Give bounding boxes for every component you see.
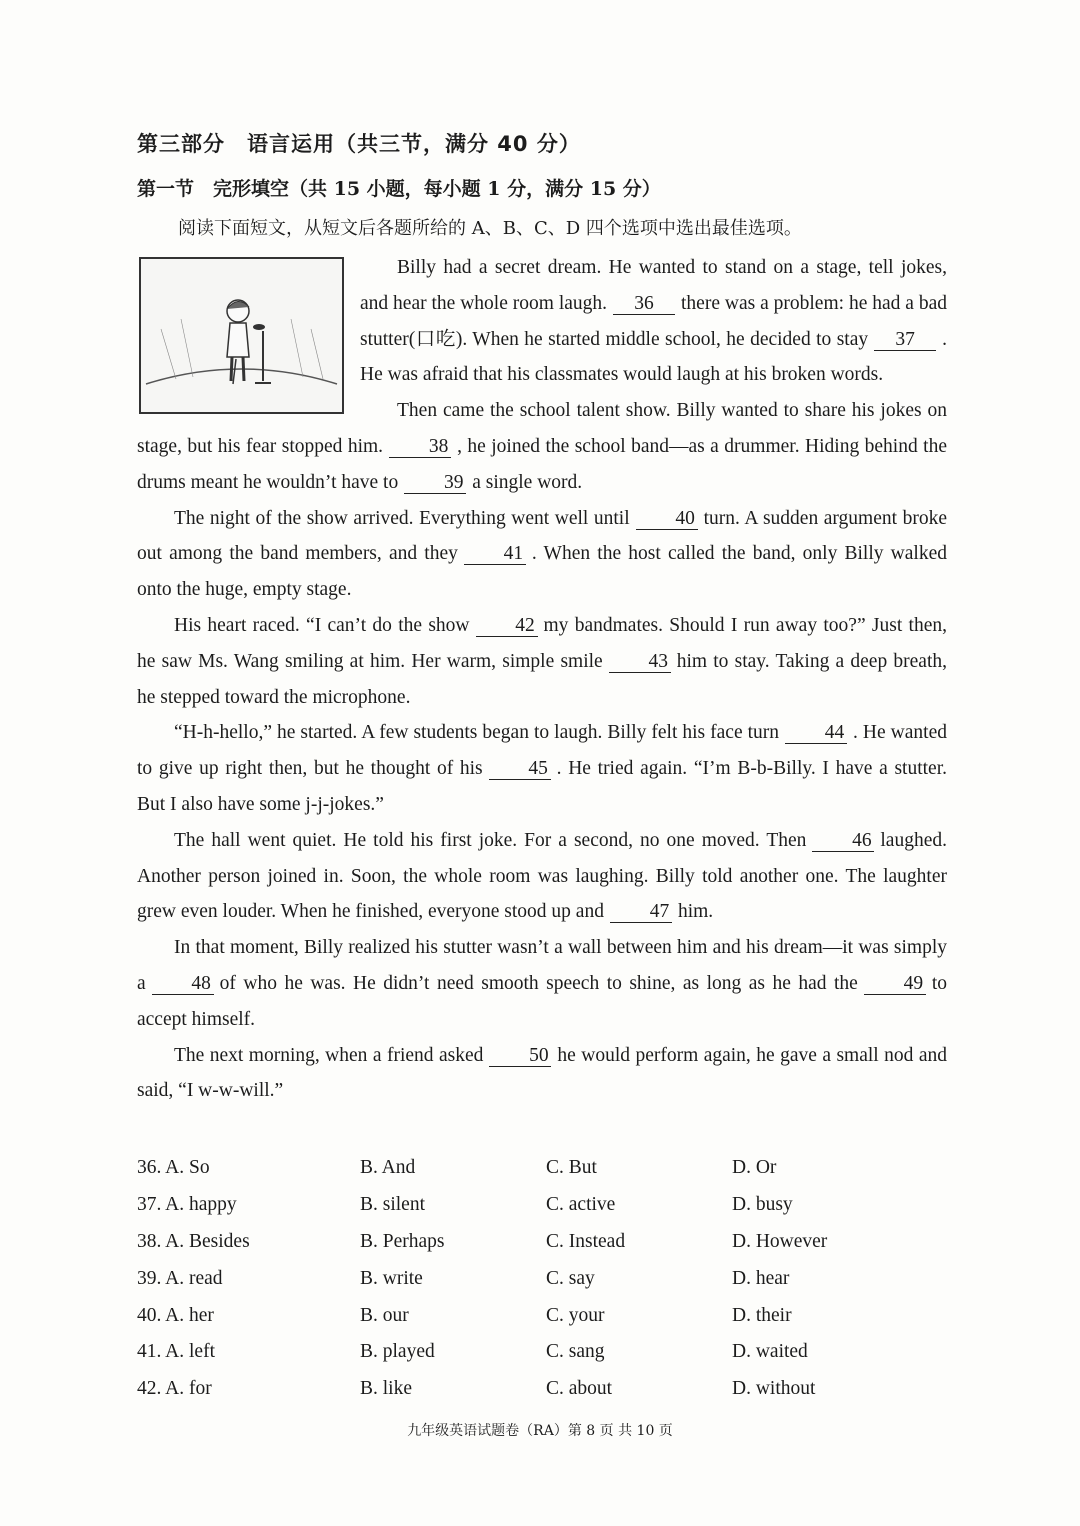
option-row-36 (137, 1150, 947, 1187)
option-a[interactable]: 39. A. read (137, 1267, 223, 1289)
blank-42[interactable]: 42 (476, 616, 538, 637)
option-a[interactable]: 40. A. her (137, 1304, 214, 1326)
instruction-text: 阅读下面短文，从短文后各题所给的 A、B、C、D 四个选项中选出最佳选项。 (178, 218, 802, 239)
blank-37[interactable]: 37 (874, 330, 936, 351)
blank-40[interactable]: 40 (636, 509, 698, 530)
blank-39[interactable]: 39 (404, 473, 466, 494)
option-d[interactable]: D. busy (732, 1194, 793, 1216)
option-row-40 (137, 1297, 947, 1334)
option-a[interactable]: 41. A. left (137, 1341, 215, 1363)
blank-36[interactable]: 36 (613, 294, 675, 315)
option-a[interactable]: 37. A. happy (137, 1194, 237, 1216)
blank-43[interactable]: 43 (609, 652, 671, 673)
option-b[interactable]: B. like (360, 1378, 412, 1400)
option-b[interactable]: B. And (360, 1157, 416, 1179)
blank-49[interactable]: 49 (864, 974, 926, 995)
option-d[interactable]: D. Or (732, 1157, 777, 1179)
option-d[interactable]: D. However (732, 1230, 828, 1252)
blank-50[interactable]: 50 (489, 1046, 551, 1067)
blank-41[interactable]: 41 (464, 544, 526, 565)
blank-45[interactable]: 45 (489, 759, 551, 780)
paragraph-2: Then came the school talent show. Billy wanted to share his jokes on stage, but his fear stopped him. 38 , he joined the school band—as a drummer. Hiding behind the drums meant he wouldn’t have to 39 a single word. (137, 400, 947, 493)
option-b[interactable]: B. our (360, 1304, 409, 1326)
option-b[interactable]: B. write (360, 1267, 423, 1289)
paragraph-1: Billy had a secret dream. He wanted to stand on a stage, tell jokes, and hear the whole room laugh. 36 there was a problem: he had a bad stutter(口吃). When he started middle school, he decided to stay 37 . He was afraid that his classmates would laugh at his broken words. (360, 257, 947, 386)
paragraph-6: The hall went quiet. He told his first joke. For a second, no one moved. Then 46 laughed. Another person joined in. Soon, the whole room was laughing. Billy told another one. The laughter grew even louder. When he finished, everyone stood up and 47 him. (137, 829, 947, 923)
option-b[interactable]: B. played (360, 1341, 435, 1363)
option-c[interactable]: C. Instead (546, 1230, 626, 1252)
page-footer: 九年级英语试题卷（RA）第 8 页 共 10 页 (407, 1423, 673, 1439)
blank-48[interactable]: 48 (152, 974, 214, 995)
option-b[interactable]: B. Perhaps (360, 1230, 445, 1252)
paragraph-3: The night of the show arrived. Everything went well until 40 turn. A sudden argument broke out among the band members, and they 41 . When the host called the band, only Billy walked onto the huge, empty stage. (137, 507, 947, 601)
option-row-42 (137, 1371, 947, 1408)
option-row-38 (137, 1224, 947, 1261)
option-row-41 (137, 1334, 947, 1371)
paragraph-7: In that moment, Billy realized his stutter wasn’t a wall between him and his dream—it was simply a 48 of who he was. He didn’t need smooth speech to shine, as long as he had the 49 to accept himself. (137, 937, 947, 1030)
option-row-39 (137, 1260, 947, 1297)
section-title: 第一节 完形填空（共 15 小题，每小题 1 分，满分 15 分） (137, 178, 661, 200)
blank-44[interactable]: 44 (785, 723, 847, 744)
option-c[interactable]: C. your (546, 1304, 605, 1326)
option-c[interactable]: C. active (546, 1194, 616, 1216)
option-a[interactable]: 42. A. for (137, 1378, 212, 1400)
option-d[interactable]: D. their (732, 1304, 792, 1326)
blank-47[interactable]: 47 (610, 902, 672, 923)
option-d[interactable]: D. waited (732, 1341, 808, 1363)
paragraph-5: “H-h-hello,” he started. A few students began to laugh. Billy felt his face turn 44 . He wanted to give up right then, but he thought of his 45 . He tried again. “I’m B-b-Billy. I have a stutter. But I also have some j-j-jokes.” (137, 722, 947, 815)
blank-38[interactable]: 38 (389, 437, 451, 458)
paragraph-8: The next morning, when a friend asked 50 he would perform again, he gave a small nod and said, “I w-w-will.” (137, 1044, 947, 1102)
option-c[interactable]: C. say (546, 1267, 595, 1289)
option-a[interactable]: 36. A. So (137, 1157, 210, 1179)
option-a[interactable]: 38. A. Besides (137, 1230, 250, 1252)
answer-options (137, 1150, 947, 1408)
option-d[interactable]: D. hear (732, 1267, 790, 1289)
option-c[interactable]: C. about (546, 1378, 613, 1400)
blank-46[interactable]: 46 (812, 831, 874, 852)
part-title: 第三部分 语言运用（共三节，满分 40 分） (137, 132, 581, 156)
option-row-37 (137, 1187, 947, 1224)
option-b[interactable]: B. silent (360, 1194, 426, 1216)
option-c[interactable]: C. But (546, 1157, 597, 1179)
option-c[interactable]: C. sang (546, 1341, 605, 1363)
paragraph-4: His heart raced. “I can’t do the show 42 my bandmates. Should I run away too?” Just then, he saw Ms. Wang smiling at him. Her warm, simple smile 43 him to stay. Taking a deep breath, he stepped toward the microphone. (137, 614, 947, 708)
option-d[interactable]: D. without (732, 1378, 816, 1400)
cloze-passage (137, 250, 947, 1109)
